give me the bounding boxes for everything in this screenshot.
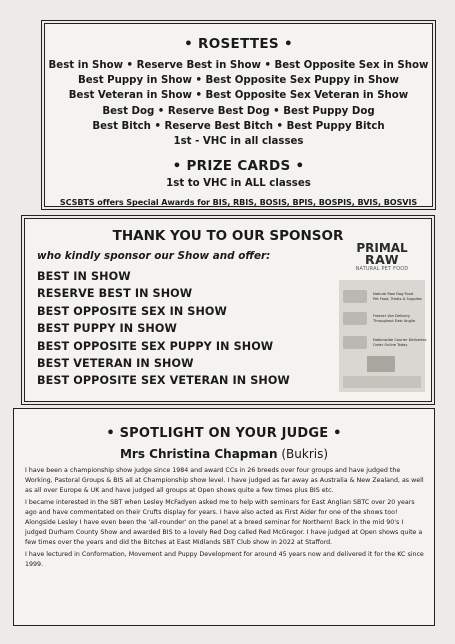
judge-section-title: • SPOTLIGHT ON YOUR JUDGE • xyxy=(106,426,342,441)
sponsor-subtitle: who kindly sponsor our Show and offer: xyxy=(37,250,271,262)
judge-name: Mrs Christina Chapman xyxy=(119,447,278,461)
rosette-line: Best Bitch • Reserve Best Bitch • Best Puppy Bitch xyxy=(92,120,385,132)
sponsor-box xyxy=(24,218,432,402)
special-awards-text: SCSBTS offers Special Awards for BIS, RBIS, BOSIS, BPIS, BOSPIS, BVIS, BOSVIS xyxy=(59,197,418,208)
rosette-line: Best Puppy in Show • Best Opposite Sex Puppy in Show xyxy=(78,75,399,87)
bio-paragraph: I became interested in the SBT when Lesley McFadyen asked me to help with seminars for East Anglian SBTC over 20 years ago and have commentated on their Crufts display for years. I have also acted as First Aider for one of the shows too! Alongside Lesley I have even been the 'all-rounder' on the panel at a breed seminar for Northern! Back in the mid 90's I judged Durham County Show and awarded BIS to a lovely Red Dog called Red McGregor. I have judged at Open shows quite a few times over the years and did the Bitches at East Midlands SBT Club show in 2022 at Stafford. xyxy=(25,499,423,546)
award-item: BEST OPPOSITE SEX PUPPY IN SHOW xyxy=(37,339,274,353)
logo-line-2: RAW xyxy=(364,252,400,267)
ad-text: Natural Raw Dog Food Pet Food, Treats & Supplies xyxy=(373,292,422,301)
bio-paragraph: I have lectured in Conformation, Movement and Puppy Development for around 45 years now and delivered it for the KC since 1999. xyxy=(25,551,424,569)
rosette-line: Best Dog • Reserve Best Dog • Best Puppy Dog xyxy=(102,105,375,117)
product-image xyxy=(367,356,395,372)
ad-text: Nationwide Courier Deliveries Order Online Today xyxy=(373,338,427,347)
sponsor-logo xyxy=(339,242,425,272)
sponsor-award-list xyxy=(37,268,290,390)
award-item: RESERVE BEST IN SHOW xyxy=(37,287,193,301)
bio-paragraph: I have been a championship show judge since 1984 and award CCs in 26 breeds over four groups and have judged the Working, Pastoral Groups & BIS all at Championship show level. I have judged as far away as Australia & New Zealand, as well as all over Europe & UK and have judged all groups at Open shows quite a few times plus BIS etc. xyxy=(25,467,424,494)
sponsor-title: THANK YOU TO OUR SPONSOR xyxy=(112,228,344,244)
logo-tagline: NATURAL PET FOOD xyxy=(355,267,409,272)
ad-text: Freezer Van Delivery Throughout East Anglia xyxy=(373,314,416,323)
rosettes-title: • ROSETTES • xyxy=(184,36,293,52)
rosette-line: Best in Show • Reserve Best in Show • Best Opposite Sex in Show xyxy=(48,60,429,71)
logo-line-1: PRIMAL xyxy=(356,241,408,255)
award-item: BEST IN SHOW xyxy=(37,270,131,283)
prize-cards-title: • PRIZE CARDS • xyxy=(172,158,305,175)
courier-icon xyxy=(343,336,367,349)
dog-icon xyxy=(343,290,367,303)
brand-badges xyxy=(343,376,421,388)
award-item: BEST PUPPY IN SHOW xyxy=(37,322,177,336)
sponsor-advert-image xyxy=(339,280,425,392)
award-item: BEST OPPOSITE SEX IN SHOW xyxy=(37,304,227,318)
judge-biography xyxy=(25,466,425,573)
prize-cards-line: 1st to VHC in ALL classes xyxy=(166,178,311,190)
award-item: BEST OPPOSITE SEX VETERAN IN SHOW xyxy=(37,374,290,388)
rosettes-box xyxy=(44,23,433,207)
rosette-line: Best Veteran in Show • Best Opposite Sex Veteran in Show xyxy=(68,90,409,102)
award-item: BEST VETERAN IN SHOW xyxy=(37,357,194,371)
rosette-line: 1st - VHC in all classes xyxy=(173,136,304,148)
judge-name-line xyxy=(14,447,434,461)
judge-affix: (Bukris) xyxy=(281,447,329,461)
judge-box xyxy=(13,408,435,626)
van-icon xyxy=(343,312,367,325)
